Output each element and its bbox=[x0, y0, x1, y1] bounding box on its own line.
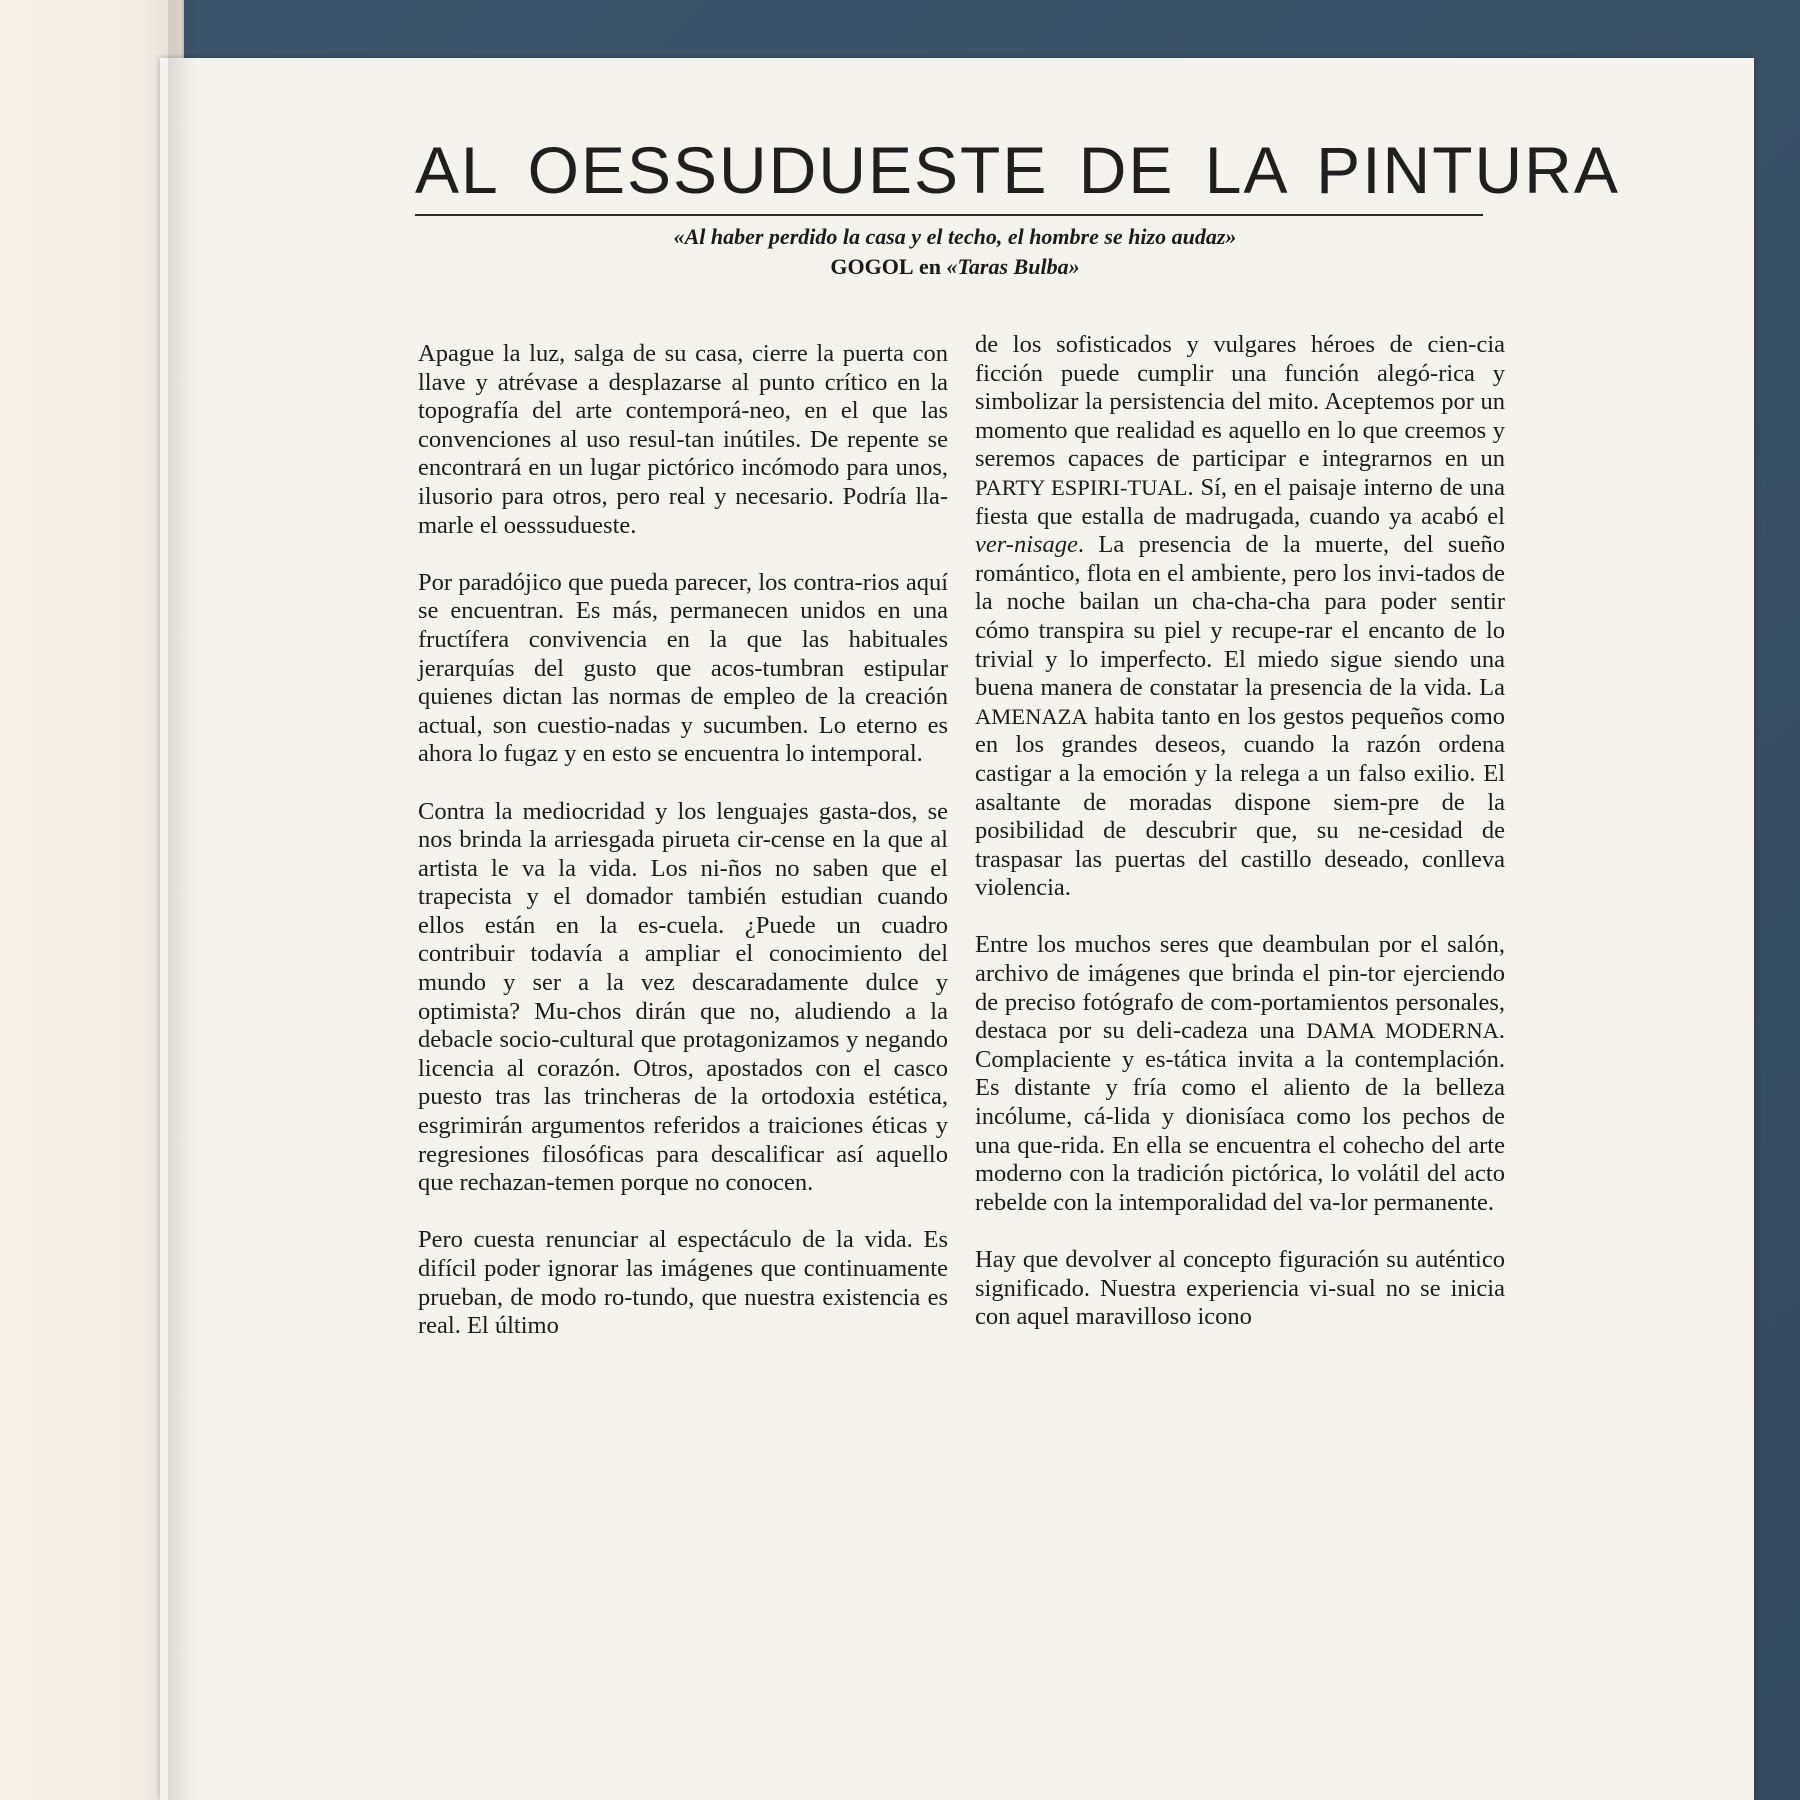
small-caps-term: PARTY ESPIRI-TUAL bbox=[975, 474, 1188, 500]
italic-term: ver-nisage bbox=[975, 531, 1078, 559]
epigraph-attribution bbox=[420, 252, 1490, 282]
paragraph: Apague la luz, salga de su casa, cierre la puerta con llave y atrévase a desplazarse al punto crítico en la topografía del arte contemporá-neo, en el que las convenciones al uso resul-tan inútiles. De repente se encontrará en un lugar pictórico incómodo para unos, ilusorio para otros, pero real y necesario. Podría lla-marle el oesssudueste. bbox=[418, 340, 948, 539]
right-page bbox=[160, 58, 1754, 1800]
left-column bbox=[418, 340, 948, 1369]
text-run: habita tanto en los gestos pequeños como en los grandes deseos, cuando la razón ordena castigar a la emoción y la relega a un falso exilio. El asaltante de moradas dispone siem-pre de la posibilidad de descubrir que, su ne-cesidad de traspasar las puertas del castillo deseado, conlleva violencia. bbox=[975, 702, 1505, 902]
epigraph-author: GOGOL bbox=[830, 254, 914, 279]
paragraph bbox=[975, 931, 1505, 1217]
book-gutter bbox=[168, 0, 198, 1800]
paragraph: Hay que devolver al concepto figuración su auténtico significado. Nuestra experiencia vi-sual no se inicia con aquel maravilloso icono bbox=[975, 1246, 1505, 1331]
epigraph-connector: en bbox=[919, 254, 942, 279]
paragraph: Por paradójico que pueda parecer, los contra-rios aquí se encuentran. Es más, permanecen unidos en una fructífera convivencia en la que las habituales jerarquías del gusto que acos-tumbran estipular quienes dictan las normas de empleo de la creación actual, son cuestio-nadas y sucumben. Lo eterno es ahora lo fugaz y en esto se encuentra lo intemporal. bbox=[418, 568, 948, 768]
small-caps-term: AMENAZA bbox=[975, 703, 1088, 729]
text-run: de los sofisticados y vulgares héroes de cien-cia ficción puede cumplir una función alegó-rica y simbolizar la persistencia del mito. Aceptemos por un momento que realidad es aquello en lo que creemos y seremos capaces de participar e integrarnos en un bbox=[975, 331, 1505, 473]
title-rule bbox=[415, 214, 1483, 216]
epigraph-work: «Taras Bulba» bbox=[946, 254, 1080, 279]
paragraph bbox=[975, 331, 1505, 903]
paragraph: Pero cuesta renunciar al espectáculo de la vida. Es difícil poder ignorar las imágenes que continuamente prueban, de modo ro-tundo, que nuestra existencia es real. El último bbox=[418, 1226, 948, 1340]
text-run: . Sí, en el paisaje interno de una fiesta que estalla de madrugada, cuando ya acabó el bbox=[975, 473, 1506, 530]
right-column bbox=[975, 331, 1505, 1360]
left-page bbox=[0, 0, 184, 1800]
small-caps-term: DAMA MODERNA bbox=[1306, 1018, 1499, 1044]
paragraph: Contra la mediocridad y los lenguajes gasta-dos, se nos brinda la arriesgada pirueta cir-cense en la que al artista le va la vida. Los ni-ños no saben que el trapecista y el domador también estudian cuando ellos están en la es-cuela. ¿Puede un cuadro contribuir todavía a ampliar el conocimiento del mundo y ser a la vez descaradamente dulce y optimista? Mu-chos dirán que no, aludiendo a la debacle socio-cultural que protagonizamos y negando licencia al corazón. Otros, apostados con el casco puesto tras las trincheras de la ortodoxia estética, esgrimirán argumentos referidos a traiciones éticas y regresiones filosóficas para descalificar así aquello que rechazan-temen porque no conocen. bbox=[418, 797, 948, 1197]
text-run: Entre los muchos seres que deambulan por el salón, archivo de imágenes que brinda el pin-tor ejerciendo de preciso fotógrafo de com-portamientos personales, destaca por su deli-cadeza una bbox=[975, 931, 1505, 1045]
text-run: . La presencia de la muerte, del sueño romántico, flota en el ambiente, pero los invi-tados de la noche bailan un cha-cha-cha para poder sentir cómo transpira su piel y recupe-rar el encanto de lo trivial y lo imperfecto. El miedo sigue siendo una buena manera de constatar la presencia de la vida. La bbox=[975, 531, 1505, 702]
text-run: . Complaciente y es-tática invita a la contemplación. Es distante y fría como el aliento de la belleza incólume, cá-lida y dionisíaca como los pechos de una que-rida. En ella se encuentra el cohecho del arte moderno con la tradición pictórica, lo volátil del acto rebelde con la intemporalidad del va-lor permanente. bbox=[975, 1017, 1505, 1216]
epigraph-quote: «Al haber perdido la casa y el techo, el hombre se hizo audaz» bbox=[673, 224, 1237, 249]
article-title: AL OESSUDUESTE DE LA PINTURA bbox=[415, 133, 1620, 207]
epigraph bbox=[420, 222, 1490, 282]
